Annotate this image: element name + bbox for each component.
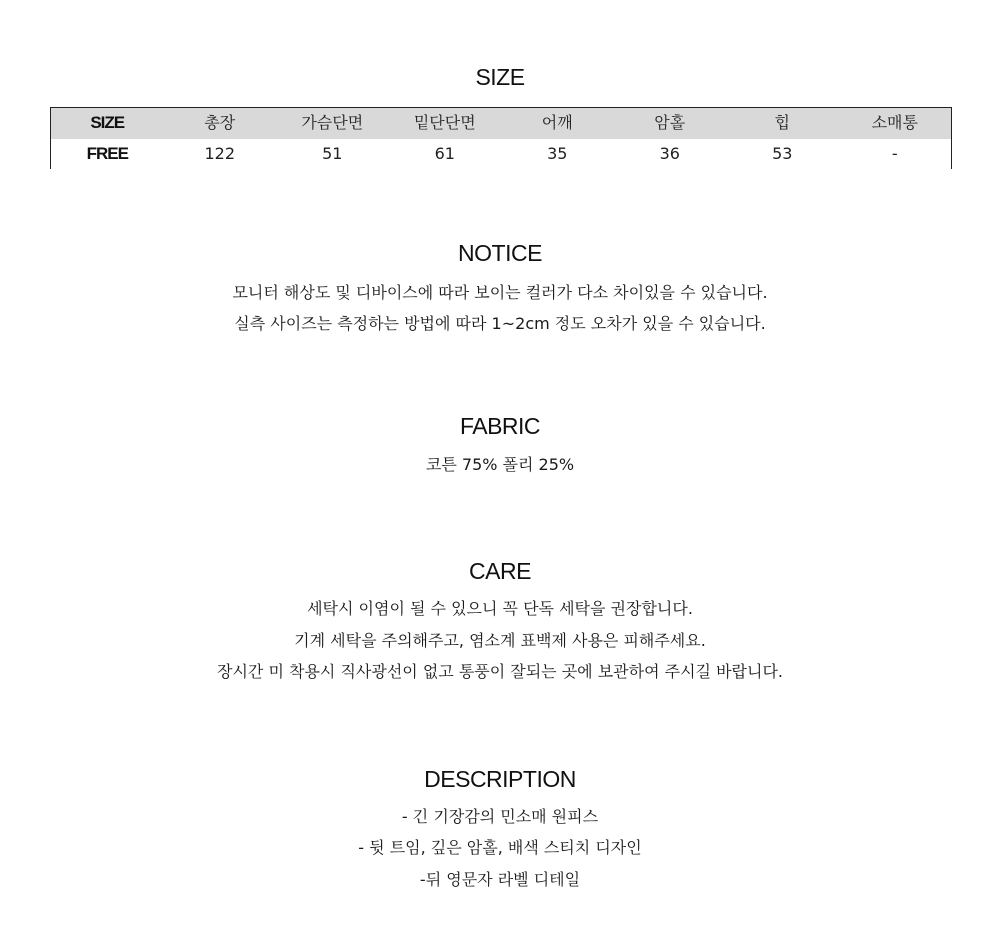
care-line: 기계 세탁을 주의해주고, 염소계 표백제 사용은 피해주세요. (294, 631, 706, 650)
care-line: 세탁시 이염이 될 수 있으니 꼭 단독 세탁을 권장합니다. (307, 599, 693, 618)
fabric-section-title: FABRIC (459, 413, 541, 439)
fabric-line: 코튼 75% 폴리 25% (425, 455, 575, 474)
hip-value-cell: 53 (772, 144, 793, 163)
description-line: -뒤 영문자 라벨 디테일 (419, 870, 581, 889)
hip-column-header: 힙 (774, 113, 790, 132)
length-column-header: 총장 (204, 113, 236, 132)
care-line: 장시간 미 착용시 직사광선이 없고 통풍이 잘되는 곳에 보관하여 주시길 바랍니다. (217, 662, 783, 681)
size-column-header: SIZE (90, 113, 125, 132)
shoulder-column-header: 어깨 (541, 113, 573, 132)
notice-section-title: NOTICE (458, 240, 542, 266)
chest-value-cell: 51 (322, 144, 343, 163)
size-value-cell: FREE (86, 144, 128, 163)
sleeve-value-cell: - (891, 144, 898, 163)
notice-line: 모니터 해상도 및 디바이스에 따라 보이는 컬러가 다소 차이있을 수 있습니다. (232, 283, 768, 302)
size-section-title: SIZE (475, 64, 525, 90)
care-section-title: CARE (469, 558, 531, 584)
table-row (51, 139, 951, 169)
sleeve-column-header: 소매통 (871, 113, 918, 132)
armhole-column-header: 암홀 (654, 113, 686, 132)
shoulder-value-cell: 35 (547, 144, 568, 163)
size-table (50, 107, 952, 169)
chest-column-header: 가슴단면 (301, 113, 364, 132)
description-section-title: DESCRIPTION (424, 766, 576, 792)
description-line: - 뒷 트임, 깊은 암홀, 배색 스티치 디자인 (358, 838, 642, 857)
length-value-cell: 122 (204, 144, 236, 163)
armhole-value-cell: 36 (659, 144, 680, 163)
description-line: - 긴 기장감의 민소매 원피스 (401, 807, 599, 826)
hem-column-header: 밑단단면 (413, 113, 476, 132)
hem-value-cell: 61 (434, 144, 455, 163)
notice-line: 실측 사이즈는 측정하는 방법에 따라 1~2cm 정도 오차가 있을 수 있습니다. (234, 314, 766, 333)
size-table-header-row (51, 108, 951, 139)
